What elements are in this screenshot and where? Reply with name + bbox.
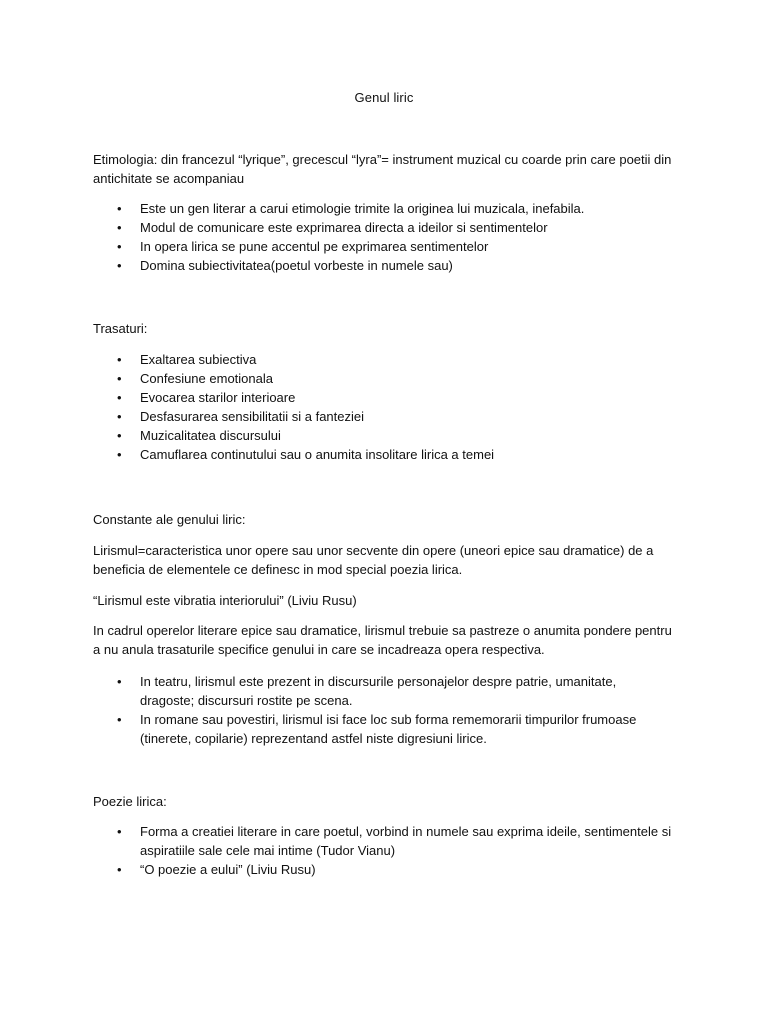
bullet-icon: • <box>117 674 122 689</box>
list-item: • In teatru, lirismul este prezent in discursurile personajelor despre patrie, umanitate, dragoste; discursuri rostite pe scena. <box>117 674 617 708</box>
poezie-list-wrap <box>93 822 673 879</box>
poezie-section <box>93 792 673 811</box>
list-item: • Evocarea starilor interioare <box>117 390 296 405</box>
etimologie-list-wrap <box>93 199 673 275</box>
etimologie-text: Etimologia: din francezul “lyrique”, grecescul “lyra”= instrument muzical cu coarde prin care poetii din antichitate se acompaniau <box>93 152 672 186</box>
trasaturi-list-wrap <box>93 350 673 464</box>
constante-definition: Lirismul=caracteristica unor opere sau unor secvente din opere (uneori epice sau dramatice) de a beneficia de elementele ce definesc in mod special poezia lirica. <box>93 543 654 577</box>
list-item: • In opera lirica se pune accentul pe exprimarea sentimentelor <box>117 239 489 254</box>
trasaturi-list <box>93 350 673 464</box>
list-item: • Camuflarea continutului sau o anumita insolitare lirica a temei <box>117 447 495 462</box>
bullet-icon: • <box>117 201 122 216</box>
bullet-icon: • <box>117 371 122 386</box>
constante-list-wrap <box>93 672 673 748</box>
trasaturi-section <box>93 319 673 338</box>
trasaturi-heading: Trasaturi: <box>93 321 148 336</box>
list-item: • Confesiune emotionala <box>117 371 273 386</box>
list-item: • Desfasurarea sensibilitatii si a fanteziei <box>117 409 364 424</box>
list-item: • Exaltarea subiectiva <box>117 352 257 367</box>
constante-heading: Constante ale genului liric: <box>93 512 246 527</box>
constante-list <box>93 672 673 748</box>
bullet-icon: • <box>117 824 122 839</box>
constante-paragraph: In cadrul operelor literare epice sau dramatice, lirismul trebuie sa pastreze o anumita pondere pentru a nu anula trasaturile specifice genului in care se incadreaza opera respectiva. <box>93 623 672 657</box>
bullet-icon: • <box>117 258 122 273</box>
bullet-icon: • <box>117 390 122 405</box>
list-item: • Muzicalitatea discursului <box>117 428 281 443</box>
constante-paragraph-wrap <box>93 621 673 659</box>
list-item: • Domina subiectivitatea(poetul vorbeste in numele sau) <box>117 258 453 273</box>
bullet-icon: • <box>117 220 122 235</box>
bullet-icon: • <box>117 352 122 367</box>
bullet-icon: • <box>117 409 122 424</box>
page-title: Genul liric <box>354 90 414 105</box>
etimologie-list <box>93 199 673 275</box>
etimologie-section <box>93 150 673 188</box>
bullet-icon: • <box>117 428 122 443</box>
bullet-icon: • <box>117 239 122 254</box>
list-item: • In romane sau povestiri, lirismul isi face loc sub forma rememorarii timpurilor frumoase (tinerete, copilarie) reprezentand astfel niste digresiuni lirice. <box>117 712 637 746</box>
list-item: • Este un gen literar a carui etimologie trimite la originea lui muzicala, inefabila. <box>117 201 585 216</box>
list-item: • Forma a creatiei literare in care poetul, vorbind in numele sau exprima ideile, sentimentele si aspiratiile sale cele mai intime (Tudor Vianu) <box>117 824 672 858</box>
constante-quote-wrap <box>93 591 673 610</box>
constante-definition-wrap <box>93 541 673 579</box>
constante-quote: “Lirismul este vibratia interiorului” (Liviu Rusu) <box>93 593 357 608</box>
list-item: • Modul de comunicare este exprimarea directa a ideilor si sentimentelor <box>117 220 548 235</box>
bullet-icon: • <box>117 862 122 877</box>
poezie-heading: Poezie lirica: <box>93 794 167 809</box>
poezie-list <box>93 822 673 879</box>
list-item: • “O poezie a eului” (Liviu Rusu) <box>117 862 316 877</box>
bullet-icon: • <box>117 447 122 462</box>
constante-section <box>93 510 673 529</box>
bullet-icon: • <box>117 712 122 727</box>
